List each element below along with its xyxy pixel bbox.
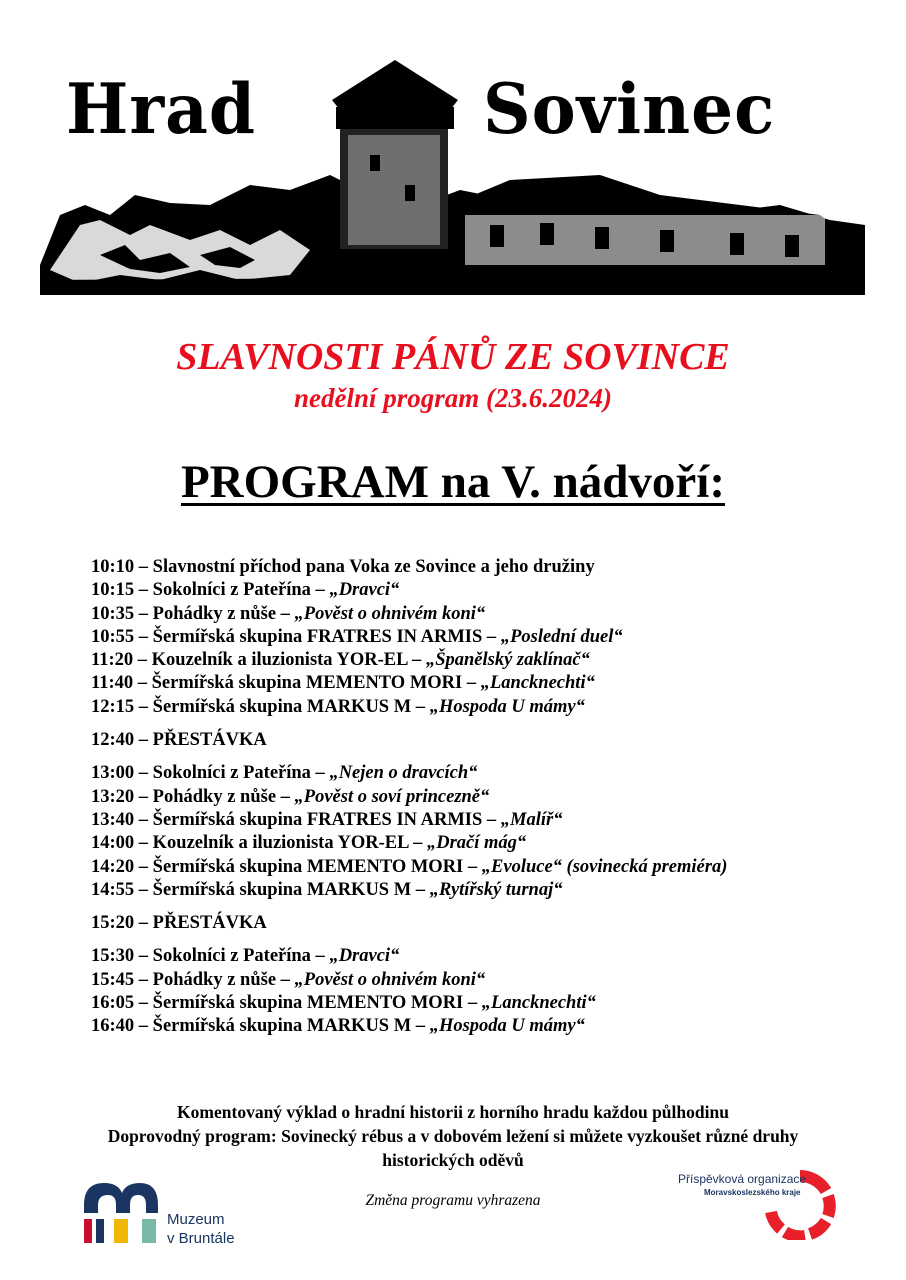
schedule-item-title: „Nejen o dravcích“ — [329, 763, 478, 784]
schedule-item-title: „Dračí mág“ — [426, 833, 527, 854]
schedule-item-text: 11:20 – Kouzelník a iluzionista YOR-EL – — [91, 650, 426, 671]
schedule-item-title: „Dravci“ — [329, 946, 400, 967]
schedule-item-text: 12:40 – PŘESTÁVKA — [91, 730, 267, 751]
schedule-item — [91, 556, 881, 579]
schedule-item-text: 10:55 – Šermířská skupina FRATRES IN ARMIS – — [91, 626, 501, 647]
schedule-item-title: „Poslední duel“ — [500, 626, 623, 647]
castle-title-left: Hrad — [66, 68, 257, 150]
schedule-item — [91, 672, 881, 695]
schedule-item — [91, 696, 881, 719]
museum-name-line1: Muzeum — [167, 1211, 225, 1228]
schedule-item-title: „Rytířský turnaj“ — [429, 879, 563, 900]
schedule-item-title: „Pověst o ohnivém koni“ — [294, 969, 486, 990]
schedule-item-text: 14:55 – Šermířská skupina MARKUS M – — [91, 879, 430, 900]
schedule-item-text: 15:45 – Pohádky z nůše – — [91, 969, 295, 990]
schedule-item — [91, 1015, 881, 1038]
schedule-item-title: „Malíř“ — [500, 809, 563, 830]
schedule-item — [91, 762, 881, 785]
schedule-item — [91, 832, 881, 855]
program-schedule — [91, 556, 881, 1039]
schedule-item-title: „Pověst o soví princezně“ — [294, 786, 490, 807]
footer-side-program: Doprovodný program: Sovinecký rébus a v dobovém ležení si můžete vyzkoušet různé druhy — [107, 1126, 799, 1146]
schedule-item — [91, 809, 881, 832]
program-change-note: Změna programu vyhrazena — [365, 1192, 541, 1209]
schedule-item-title: „Pověst o ohnivém koni“ — [294, 603, 486, 624]
schedule-item-title: „Dravci“ — [329, 580, 400, 601]
schedule-item-title: „Hospoda U mámy“ — [429, 696, 585, 717]
schedule-item-title: „Lancknechti“ — [480, 673, 595, 694]
schedule-item-text: 11:40 – Šermířská skupina MEMENTO MORI – — [91, 673, 481, 694]
schedule-item — [91, 992, 881, 1015]
museum-name — [167, 1210, 235, 1248]
schedule-item — [91, 786, 881, 809]
program-heading: PROGRAM na V. nádvoří: — [180, 456, 726, 508]
schedule-item-title: „Lancknechti“ — [481, 993, 596, 1014]
schedule-break — [91, 912, 881, 935]
schedule-item-note: (sovinecká premiéra) — [561, 856, 728, 877]
museum-name-line2: v Bruntále — [167, 1230, 235, 1247]
schedule-item-text: 13:40 – Šermířská skupina FRATRES IN ARMIS – — [91, 809, 501, 830]
schedule-item — [91, 879, 881, 902]
castle-title-right: Sovinec — [483, 68, 776, 150]
schedule-item-text: 12:15 – Šermířská skupina MARKUS M – — [91, 696, 430, 717]
schedule-item-text: 16:40 – Šermířská skupina MARKUS M – — [91, 1016, 430, 1037]
schedule-item-text: 13:00 – Sokolníci z Pateřína – — [91, 763, 330, 784]
schedule-item-text: 15:30 – Sokolníci z Pateřína – — [91, 946, 330, 967]
schedule-item-text: 15:20 – PŘESTÁVKA — [91, 913, 267, 934]
schedule-item — [91, 626, 881, 649]
schedule-item — [91, 603, 881, 626]
schedule-item-title: „Španělský zaklínač“ — [425, 650, 590, 671]
schedule-item-text: 16:05 – Šermířská skupina MEMENTO MORI – — [91, 993, 482, 1014]
schedule-item — [91, 969, 881, 992]
schedule-break — [91, 729, 881, 752]
schedule-item-text: 10:10 – Slavnostní příchod pana Voka ze Sovince a jeho družiny — [91, 557, 595, 577]
organization-type: Příspěvková organizace — [678, 1172, 807, 1186]
schedule-item-text: 13:20 – Pohádky z nůše – — [91, 786, 295, 807]
schedule-item-title: „Hospoda U mámy“ — [429, 1016, 585, 1037]
schedule-item-text: 10:15 – Sokolníci z Pateřína – — [91, 580, 330, 601]
footer-guided-tour: Komentovaný výklad o hradní historii z horního hradu každou půlhodinu — [177, 1102, 729, 1122]
event-title: SLAVNOSTI PÁNŮ ZE SOVINCE — [176, 336, 730, 378]
schedule-item — [91, 649, 881, 672]
schedule-item-text: 14:20 – Šermířská skupina MEMENTO MORI – — [91, 856, 482, 877]
footer-side-program-continued: historických oděvů — [382, 1150, 524, 1170]
schedule-item — [91, 945, 881, 968]
organization-region: Moravskoslezského kraje — [704, 1188, 801, 1197]
schedule-item — [91, 856, 881, 879]
schedule-item — [91, 579, 881, 602]
event-subtitle: nedělní program (23.6.2024) — [293, 383, 612, 413]
schedule-item-title: „Evoluce“ — [481, 856, 562, 877]
schedule-item-text: 10:35 – Pohádky z nůše – — [91, 603, 295, 624]
schedule-item-text: 14:00 – Kouzelník a iluzionista YOR-EL – — [91, 833, 427, 854]
